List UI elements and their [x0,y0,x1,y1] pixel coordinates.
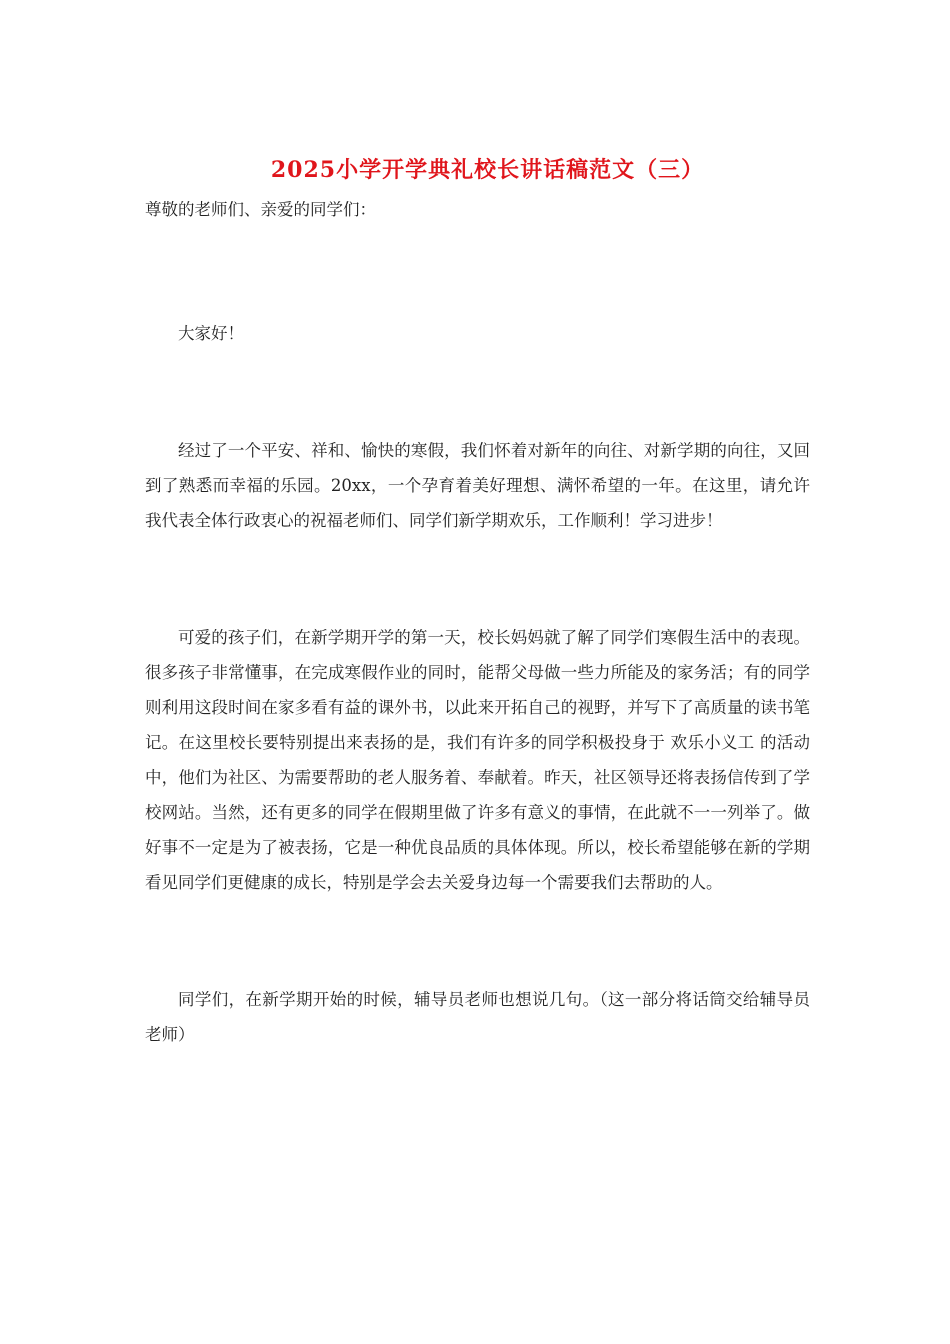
paragraph-counselor: 同学们，在新学期开始的时候，辅导员老师也想说几句。（这一部分将话筒交给辅导员老师） [145,990,810,1044]
paragraph-winter-break: 可爱的孩子们，在新学期开学的第一天，校长妈妈就了解了同学们寒假生活中的表现。很多孩子非常懂事，在完成寒假作业的同时，能帮父母做一些力所能及的家务活；有的同学则利用这段时间在家多看有益的课外书，以此来开拓自己的视野，并写下了高质量的读书笔记。在这里校长要特别提出来表扬的是，我们有许多的同学积极投身于 欢乐小义工 的活动中，他们为社区、为需要帮助的老人服务着、奉献着。昨天，社区领导还将表扬信传到了学校网站。当然，还有更多的同学在假期里做了许多有意义的事情，在此就不一一列举了。做好事不一定是为了被表扬，它是一种优良品质的具体体现。所以，校长希望能够在新的学期看见同学们更健康的成长，特别是学会去关爱身边每一个需要我们去帮助的人。 [145,628,810,892]
document-title: 2025小学开学典礼校长讲话稿范文（三） [270,157,705,183]
paragraph-welcome: 经过了一个平安、祥和、愉快的寒假，我们怀着对新年的向往、对新学期的向往，又回到了熟悉而幸福的乐园。20xx，一个孕育着美好理想、满怀希望的一年。在这里，请允许我代表全体行政衷心的祝福老师们、同学们新学期欢乐，工作顺利！学习进步！ [145,441,810,530]
salutation: 尊敬的老师们、亲爱的同学们： [145,200,376,219]
greeting-paragraph: 大家好！ [178,324,244,343]
document-body [145,148,810,1052]
